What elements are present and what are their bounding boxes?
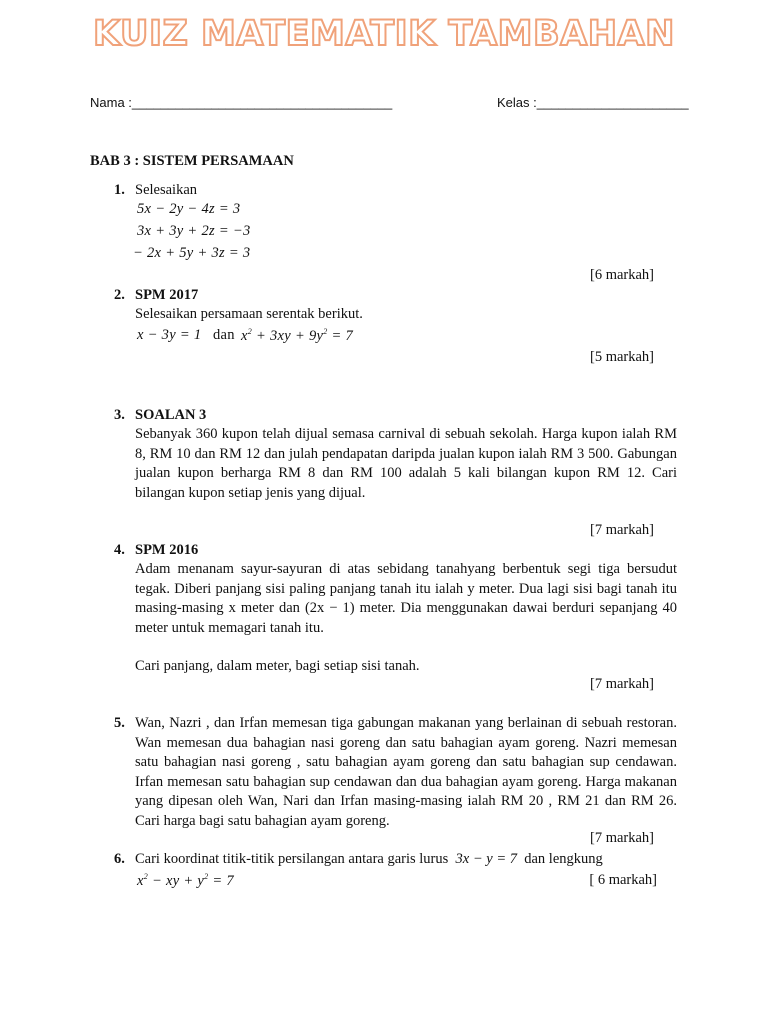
question-text: Cari panjang, dalam meter, bagi setiap sisi tanah. — [135, 658, 420, 674]
equation: 5x − 2y − 4z = 3 — [137, 201, 241, 217]
question-number: 5. — [114, 715, 125, 731]
marks-label: [7 markah] — [589, 830, 654, 846]
question-text: Wan, Nazri , dan Irfan memesan tiga gabungan makanan yang berlainan di sebuah restoran. Wan memesan dua bahagian nasi goreng dan satu bahagian ayam goreng. Nazri memesan satu bahagian nasi goreng , satu bahagian ayam goreng dan satu bahagian sup cendawan. Irfan memesan satu bahagian sup cendawan dan dua bahagian ayam goreng. Harga makanan yang dipesan oleh Wan, Nari dan Irfan masing-masing ialah RM 20 , RM 21 dan RM 26. Cari harga bagi satu bahagian ayam goreng. — [135, 715, 677, 829]
equation: x − 3y = 1 — [137, 327, 202, 343]
question-text: Sebanyak 360 kupon telah dijual semasa carnival di sebuah sekolah. Harga kupon ialah RM 8, RM 10 dan RM 12 dan julah pendapatan daripda jualan kupon ialah RM 3 500. Gabungan jualan kupon berharga RM 8 dan RM 100 adalah 5 kali bilangan kupon RM 12. Cari bilangan kupon setiap jenis yang dijual. — [135, 426, 677, 501]
question-number: 4. — [114, 542, 125, 558]
question-number: 1. — [114, 182, 125, 198]
marks-label: [ 6 markah] — [589, 872, 657, 888]
page-title: KUIZ MATEMATIK TAMBAHAN — [93, 14, 675, 54]
question-source: SPM 2017 — [135, 287, 199, 303]
question-number: 2. — [114, 287, 125, 303]
question-number: 3. — [114, 407, 125, 423]
question-text: Selesaikan persamaan serentak berikut. — [135, 306, 363, 322]
question-source: SPM 2016 — [135, 542, 199, 558]
conjunction-text: dan — [213, 327, 235, 343]
question-number: 6. — [114, 851, 125, 867]
equation: 3x + 3y + 2z = −3 — [137, 223, 251, 239]
question-text: Cari koordinat titik-titik persilangan antara garis lurus 3x − y = 7 dan lengkung — [135, 851, 603, 867]
question-text: Adam menanam sayur-sayuran di atas sebidang tanahyang berbentuk segi tiga bersudut tegak. Diberi panjang sisi paling panjang tanah itu ialah y meter. Dua lagi sisi bagi tanah itu masing-masing x meter dan (2x − 1) meter. Dia menggunakan dawai berduri sepanjang 40 meter untuk memagari tanah itu. — [135, 561, 677, 636]
marks-label: [7 markah] — [589, 522, 654, 538]
kelas-field[interactable]: Kelas :_____________________ — [497, 95, 689, 110]
nama-field[interactable]: Nama :____________________________________ — [90, 95, 393, 110]
equation: $x^2 + 3xy + 9y^2 = 7$ — [241, 327, 354, 344]
marks-label: [7 markah] — [589, 676, 654, 692]
marks-label: [5 markah] — [589, 349, 654, 365]
marks-label: [6 markah] — [589, 267, 654, 283]
equation: 3x − y = 7 — [455, 851, 517, 867]
equation: $x^2$ − xy + $y^2 = 7$ — [137, 872, 234, 889]
chapter-heading: BAB 3 : SISTEM PERSAMAAN — [90, 153, 294, 169]
question-source: SOALAN 3 — [135, 407, 207, 423]
equation: − 2x + 5y + 3z = 3 — [133, 245, 251, 261]
question-text: Selesaikan — [135, 182, 198, 198]
